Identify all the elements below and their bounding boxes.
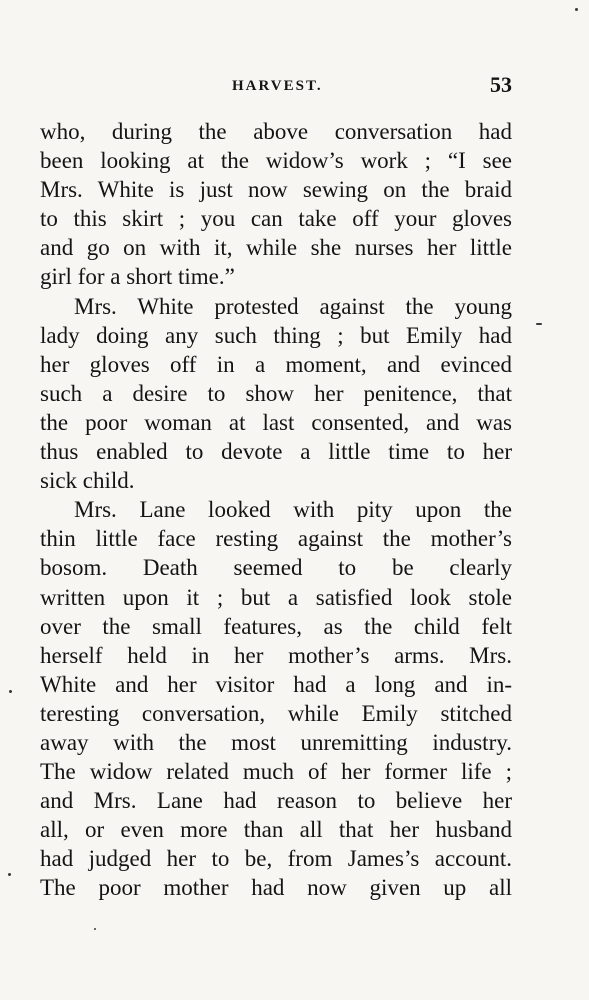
- running-head: [40, 72, 512, 104]
- scan-speck: [9, 690, 12, 693]
- text-line: sick child.: [40, 468, 135, 494]
- text-line: thus enabled to devote a little time to her: [40, 439, 512, 465]
- text-line: herself held in her mother’s arms. Mrs.: [40, 642, 512, 668]
- text-line: over the small features, as the child felt: [40, 613, 512, 639]
- text-line: away with the most unremitting industry.: [40, 729, 512, 755]
- page-number: 53: [490, 72, 512, 97]
- text-line: the poor woman at last consented, and was: [40, 409, 512, 435]
- text-line: bosom. Death seemed to be clearly: [40, 555, 512, 581]
- text-line: Mrs. White protested against the young: [74, 293, 512, 319]
- text-line: been looking at the widow’s work ; “I see: [40, 148, 512, 174]
- scan-speck: [94, 928, 96, 930]
- scan-speck: [8, 873, 11, 876]
- text-line: had judged her to be, from James’s account.: [40, 846, 512, 872]
- text-line: girl for a short time.”: [40, 264, 235, 290]
- text-line: and Mrs. Lane had reason to believe her: [40, 788, 512, 814]
- scan-speck: [575, 8, 578, 11]
- text-line: The widow related much of her former life ;: [40, 759, 512, 785]
- body-text: [40, 117, 512, 903]
- text-line: such a desire to show her penitence, that: [40, 380, 512, 406]
- running-title: HARVEST.: [232, 78, 323, 94]
- text-line: written upon it ; but a satisfied look stole: [40, 584, 512, 610]
- text-line: who, during the above conversation had: [40, 119, 512, 144]
- text-line: to this skirt ; you can take off your gloves: [40, 206, 512, 232]
- text-line: thin little face resting against the mother’s: [40, 526, 512, 552]
- text-line: all, or even more than all that her husband: [40, 817, 512, 843]
- scan-speck: [536, 323, 542, 325]
- text-line: and go on with it, while she nurses her little: [40, 235, 512, 261]
- text-line: lady doing any such thing ; but Emily had: [40, 322, 512, 348]
- text-line: The poor mother had now given up all: [40, 875, 512, 901]
- text-line: teresting conversation, while Emily stitched: [40, 700, 512, 726]
- text-line: her gloves off in a moment, and evinced: [40, 351, 512, 377]
- text-line: Mrs. White is just now sewing on the braid: [40, 177, 512, 203]
- text-line: Mrs. Lane looked with pity upon the: [74, 497, 512, 523]
- text-line: White and her visitor had a long and in-: [40, 671, 512, 697]
